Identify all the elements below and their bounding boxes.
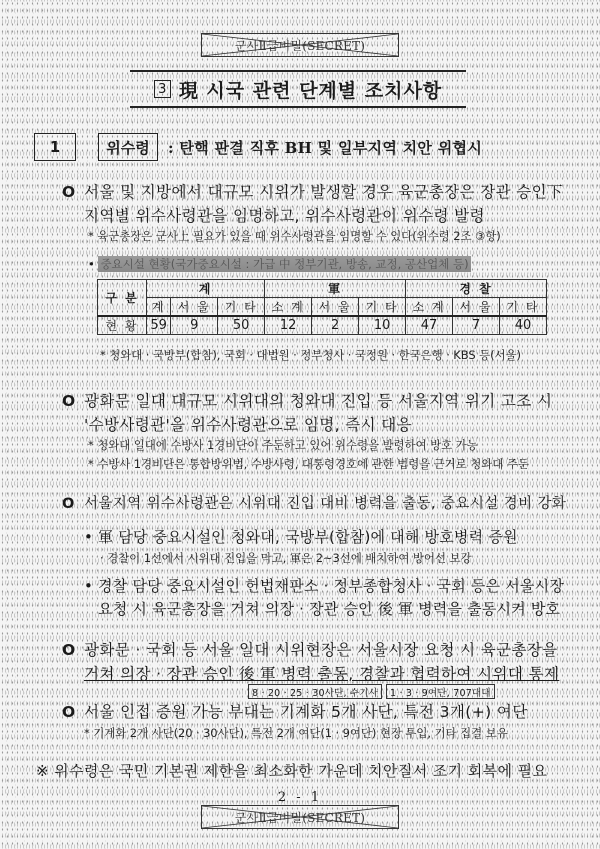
circle-bullet-icon: O [62,392,76,410]
item-1-note: * 육군총장은 군사上 필요가 있을 때 위수사령관을 임명할 수 있다(위수령 2조 ③항) [88,229,501,243]
circle-bullet-icon: O [62,183,76,201]
table-group-military: 軍 [265,280,406,298]
table-cell: 47 [406,316,453,335]
item-1-line-2: 지역별 위수사령관을 임명하고, 위수사령관이 위수령 발령 [84,207,485,225]
section-description: : 탄핵 판결 직후 BH 및 일부지역 치안 위협시 [168,138,483,157]
table-subheader: 기 타 [218,298,265,317]
table-subheader: 서 울 [453,298,500,317]
table-subheader: 기 타 [359,298,406,317]
table-cell: 2 [312,316,359,335]
facility-note: * 청와대 · 국방부(합참), 국회 · 대법원 · 정부청사 · 국정원 · 한국은행 · KBS 등(서울) [100,348,521,362]
table-cell: 50 [218,316,265,335]
item-2-line-1: O 광화문 일대 대규모 시위대의 청와대 진입 등 서울지역 위기 고조 시 [62,392,553,410]
section-number: 1 [34,133,76,161]
table-row [98,316,547,335]
item-3-sub-2-line-2: 요청 시 육군총장을 거쳐 의장 · 장관 승인 後 軍 병력을 출동시켜 방호 [98,600,561,618]
table-row-header-label: 구 분 [98,280,147,317]
section-name: 위수령 [98,133,158,161]
table-row-label: 현 황 [98,316,147,335]
item-2-note-2: * 수방사 1경비단은 통합방위법, 수방사령, 대통령경호에 관한 법령을 근거로 청와대 주둔 [88,457,529,471]
item-3-sub-1-note: · 경찰이 1선에서 시위대 진입을 막고, 軍은 2~3선에 배치하여 방어선 보강 [100,551,472,565]
table-group-police: 경 찰 [406,280,547,298]
item-1-line-1: O 서울 및 지방에서 대규모 시위가 발생할 경우 육군총장은 장관 승인下 [62,183,563,201]
table-group-total: 계 [147,280,265,298]
item-4-line-2: 거쳐 의장 · 장관 승인 後 軍 병력 출동, 경찰과 협력하여 시위대 통제 [84,665,560,683]
table-cell: 59 [147,316,171,335]
classification-stamp-bottom [201,805,399,829]
title-text: 現 시국 관련 단계별 조치사항 [178,79,443,102]
table-subheader: 기 타 [500,298,547,317]
footnote: ※ 위수령은 국민 기본권 제한을 최소화한 가운데 치안질서 조기 회복에 필요 [36,762,548,780]
item-3-sub-1: • 軍 담당 중요시설인 청와대, 국방부(합참)에 대해 방호병력 증원 [84,528,518,546]
circle-bullet-icon: O [62,641,76,659]
table-cell: 9 [171,316,218,335]
classification-stamp-top [201,33,399,57]
table-subheader: 서 울 [312,298,359,317]
table-subheader: 서 울 [171,298,218,317]
table-cell: 7 [453,316,500,335]
item-3-line: O 서울지역 위수사령관은 시위대 진입 대비 병력을 출동, 중요시설 경비 강화 [62,496,567,512]
table-subheader: 계 [147,298,171,317]
classification-label: 군사Ⅱ급비밀(SECRET) [234,38,366,53]
annotation-box-brigades: 1 · 3 · 9여단, 707대대 [386,684,495,699]
item-3-sub-2-line-1: • 경찰 담당 중요시설인 헌법재판소 · 정부종합청사 · 국회 등은 서울시장 [84,577,565,595]
table-subheader: 소 계 [406,298,453,317]
title-number: 3 [154,80,171,98]
circle-bullet-icon: O [62,703,76,721]
table-cell: 40 [500,316,547,335]
table-subheader: 소 계 [265,298,312,317]
item-2-line-2: '수방사령관'을 위수사령관으로 임명, 즉시 대응 [84,416,413,434]
page-title [130,70,466,108]
facility-heading-text: 중요시설 현황(국가중요시설 : 가급 中 정부기관, 방송, 교정, 공산업체 등) [100,257,469,271]
circle-bullet-icon: O [62,496,75,512]
bullet-dot-icon: • [84,528,94,546]
item-5-note: * 기계화 2개 사단(20 · 30사단), 특전 2개 여단(1 · 9여단) 현장 투입, 기타 집결 보유 [84,726,508,740]
item-2-note-1: * 청와대 일대에 수방사 1경비단이 주둔하고 있어 위수령을 발령하여 방호 가능 [88,438,478,452]
facility-heading [88,256,471,272]
bullet-dot-icon: • [84,577,94,595]
bullet-dot-icon: • [88,257,99,271]
section-header [34,133,482,161]
page-number: 2 - 1 [277,790,323,805]
classification-label: 군사Ⅱ급비밀(SECRET) [234,810,366,825]
item-5-line: O 서울 인접 증원 가능 부대는 기계화 5개 사단, 특전 3개(+) 여단 [62,703,528,721]
facility-table [97,279,547,335]
table-cell: 10 [359,316,406,335]
annotation-box-divisions: 8 · 20 · 25 · 30사단, 수기사 [248,684,382,699]
table-cell: 12 [265,316,312,335]
item-4-line-1: O 광화문 · 국회 등 서울 일대 시위현장은 서울시장 요청 시 육군총장을 [62,641,558,659]
